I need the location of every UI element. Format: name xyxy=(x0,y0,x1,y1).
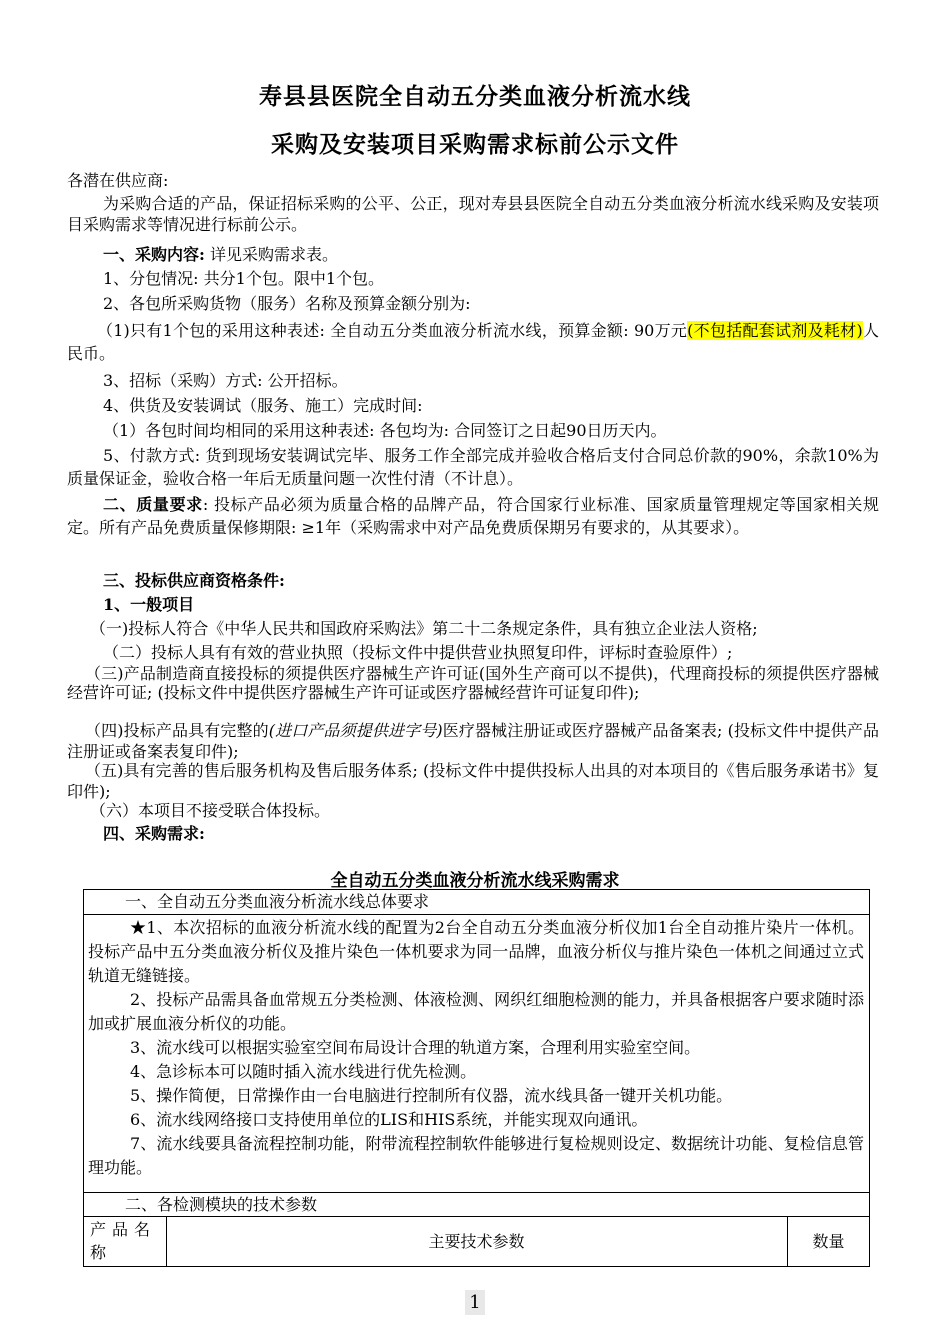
section3-item2: （二）投标人具有有效的营业执照（投标文件中提供营业执照复印件，评标时查验原件）; xyxy=(103,643,733,662)
requirements-list xyxy=(88,916,864,1180)
section3-item6: （六）本项目不接受联合体投标。 xyxy=(90,801,331,820)
table-divider xyxy=(83,914,869,915)
list-item: 3、流水线可以根据实验室空间布局设计合理的轨道方案，合理利用实验室空间。 xyxy=(130,1038,701,1057)
s3-item4-tail: 医疗器械注册证或医疗器械产品备案表; (投标文件中提供产品注册证或备案表复印件); xyxy=(67,721,879,761)
section3-subheading: 1、一般项目 xyxy=(103,595,195,614)
page-number xyxy=(0,1290,950,1315)
list-item: 6、流水线网络接口支持使用单位的LIS和HIS系统，并能实现双向通讯。 xyxy=(130,1110,648,1129)
section3-item4 xyxy=(67,720,879,762)
section2-paragraph xyxy=(67,493,879,539)
section1-item6: （1）各包时间均相同的采用这种表述: 各包均为: 合同签订之日起90日历天内。 xyxy=(103,421,667,440)
table-section2-title: 二、各检测模块的技术参数 xyxy=(125,1195,318,1214)
section3-item1: （一)投标人符合《中华人民共和国政府采购法》第二十二条规定条件，具有独立企业法人资格; xyxy=(90,619,758,638)
list-item: 4、急诊标本可以随时插入流水线进行优先检测。 xyxy=(130,1062,477,1081)
list-item: 2、投标产品需具备血常规五分类检测、体液检测、网织红细胞检测的能力，并具备根据客户要求随时添加或扩展血液分析仪的功能。 xyxy=(88,990,864,1033)
column-header-quantity: 数量 xyxy=(812,1232,845,1251)
s3-item4-italic: (进口产品须提供进字号) xyxy=(268,721,443,740)
document-title-line2: 采购及安装项目采购需求标前公示文件 xyxy=(271,131,679,158)
list-item: 5、操作简便，日常操作由一台电脑进行控制所有仪器，流水线具备一键开关机功能。 xyxy=(130,1086,733,1105)
section1-item3 xyxy=(67,319,879,365)
list-item: ★1、本次招标的血液分析流水线的配置为2台全自动五分类血液分析仪加1台全自动推片染片一体机。投标产品中五分类血液分析仪及推片染色一体机要求为同一品牌，血液分析仪与推片染色一体机之间通过立式轨道无缝链接。 xyxy=(88,918,864,985)
list-item: 7、流水线要具备流程控制功能，附带流程控制软件能够进行复检规则设定、数据统计功能、复检信息管理功能。 xyxy=(88,1134,864,1177)
section1-item5: 4、供货及安装调试（服务、施工）完成时间: xyxy=(103,396,423,415)
document-title-line1: 寿县县医院全自动五分类血液分析流水线 xyxy=(259,83,691,110)
section1-heading xyxy=(103,244,338,265)
s3-item4-text: （四)投标产品具有完整的 xyxy=(85,721,269,740)
page-number-label: 1 xyxy=(465,1290,484,1315)
section2-text: : 投标产品必须为质量合格的品牌产品，符合国家行业标准、国家质量管理规定等国家相关规定。所有产品免费质量保修期限: ≥1年（采购需求中对产品免费质保期另有要求的，从其要求）。 xyxy=(67,495,879,537)
intro-paragraph: 为采购合适的产品，保证招标采购的公平、公正，现对寿县县医院全自动五分类血液分析流水线采购及安装项目采购需求等情况进行标前公示。 xyxy=(67,194,879,234)
salutation: 各潜在供应商: xyxy=(67,171,169,190)
section1-label: 一、采购内容: xyxy=(103,245,205,264)
column-header-tech-params: 主要技术参数 xyxy=(428,1232,525,1251)
section1-item2: 2、各包所采购货物（服务）名称及预算金额分别为: xyxy=(103,294,471,313)
section3-heading: 三、投标供应商资格条件: xyxy=(103,571,285,590)
section1-text: 详见采购需求表。 xyxy=(204,245,339,264)
table-caption: 全自动五分类血液分析流水线采购需求 xyxy=(330,871,620,891)
section4-heading: 四、采购需求: xyxy=(103,824,205,843)
section1-item4: 3、招标（采购）方式: 公开招标。 xyxy=(103,371,348,390)
section3-item5: （五)具有完善的售后服务机构及售后服务体系; (投标文件中提供投标人出具的对本项目的《售后服务承诺书》复印件); xyxy=(67,761,879,801)
section1-item1: 1、分包情况: 共分1个包。限中1个包。 xyxy=(103,269,385,288)
budget-text: （1)只有1个包的采用这种表述: 全自动五分类血液分析流水线，预算金额: 90万元 xyxy=(97,321,688,340)
budget-highlight: (不包括配套试剂及耗材) xyxy=(687,321,863,340)
table-section1-title: 一、全自动五分类血液分析流水线总体要求 xyxy=(125,892,430,911)
column-header-product-name: 产品名称 xyxy=(90,1220,157,1262)
section1-item7: 5、付款方式: 货到现场安装调试完毕、服务工作全部完成并验收合格后支付合同总价款的90%，余款10%为质量保证金，验收合格一年后无质量问题一次性付清（不计息）。 xyxy=(67,446,879,488)
section2-label: 二、质量要求 xyxy=(103,495,203,514)
section3-item3: （三)产品制造商直接投标的须提供医疗器械生产许可证(国外生产商可以不提供)，代理商投标的须提供医疗器械经营许可证; (投标文件中提供医疗器械生产许可证或医疗器械经营许可证复印件); xyxy=(67,664,879,702)
budget-currency: 人民币。 xyxy=(67,321,879,363)
